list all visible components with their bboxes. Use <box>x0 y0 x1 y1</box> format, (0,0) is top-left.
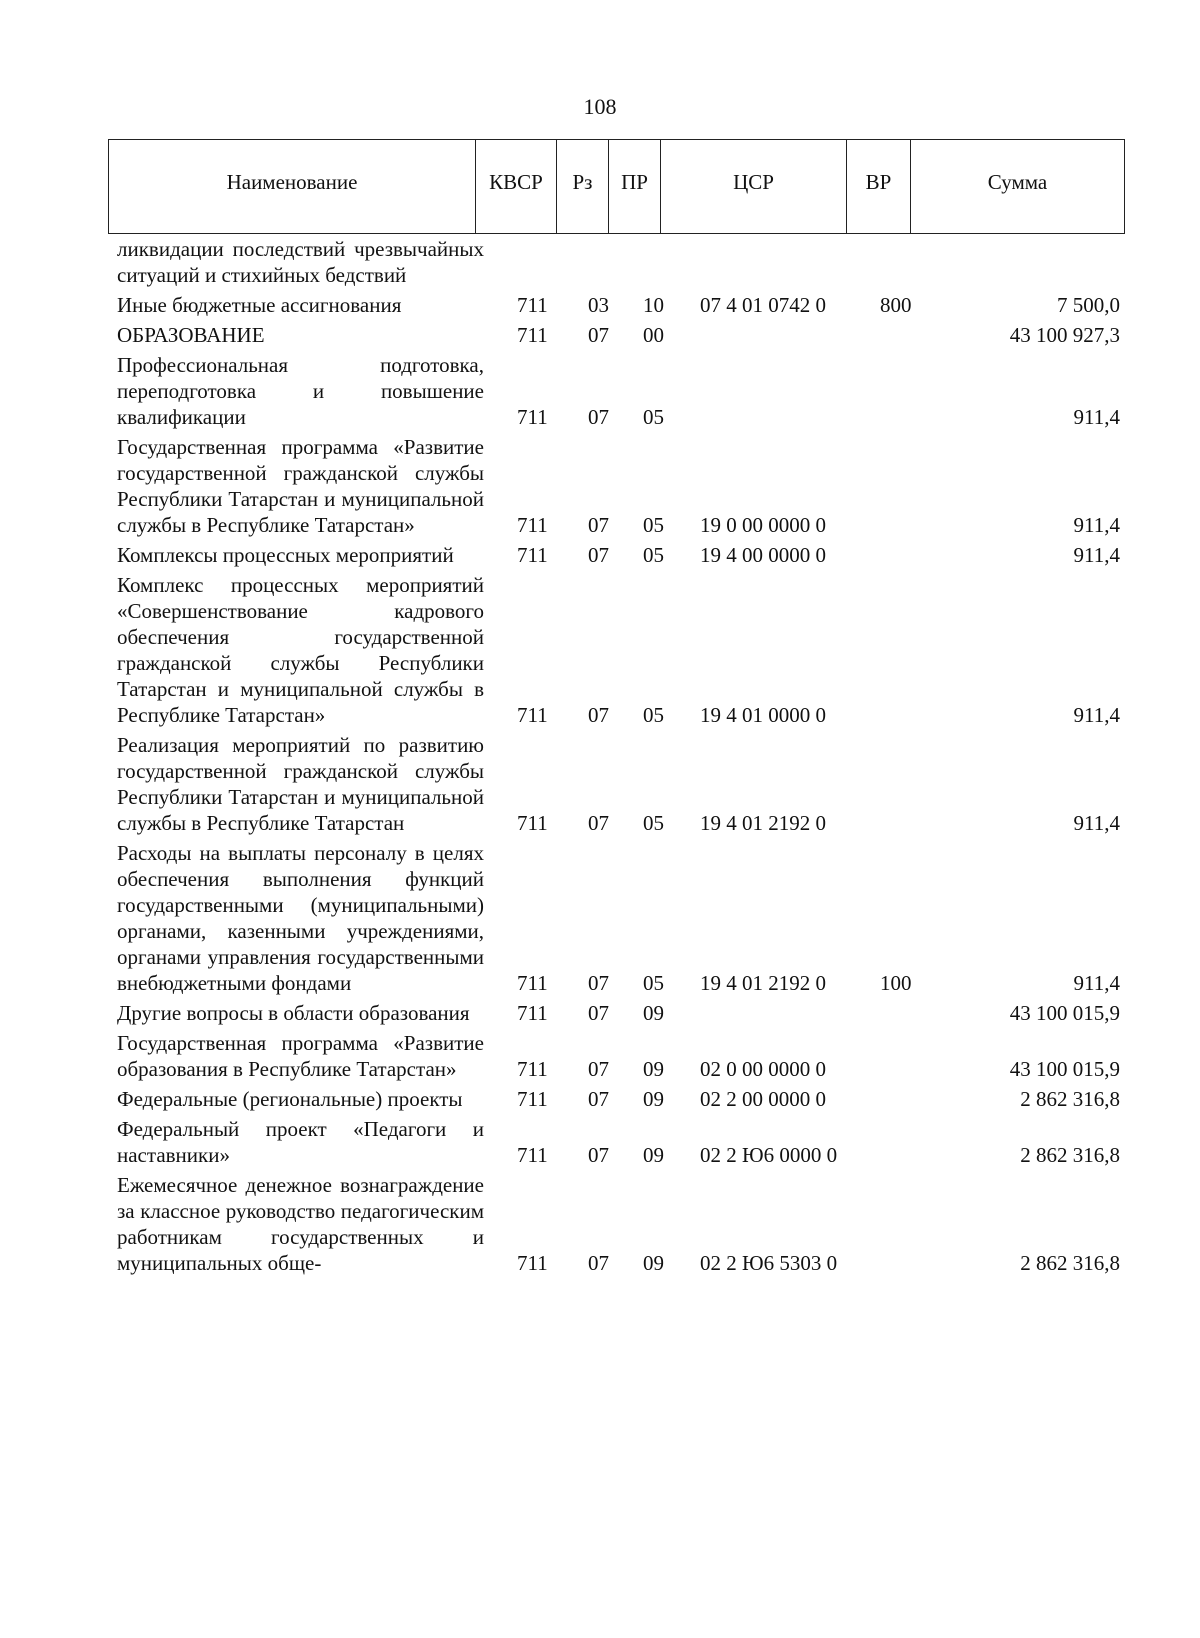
row-rz: 07 <box>588 1001 609 1025</box>
row-csr: 02 2 Ю6 5303 0 <box>700 1251 838 1275</box>
row-pr: 09 <box>643 1057 664 1081</box>
row-csr: 02 0 00 0000 0 <box>700 1057 826 1081</box>
row-rz: 07 <box>588 1057 609 1081</box>
table-row <box>0 322 1200 348</box>
table-row <box>0 542 1200 568</box>
row-name: ликвидации последствий чрезвычайных ситуаций и стихийных бедствий <box>117 237 484 287</box>
table-row <box>0 1116 1200 1168</box>
row-rz: 07 <box>588 1251 609 1275</box>
row-sum: 911,4 <box>1073 513 1120 537</box>
row-pr: 05 <box>643 513 664 537</box>
row-kvsr: 711 <box>517 811 548 835</box>
row-sum: 911,4 <box>1073 405 1120 429</box>
row-csr: 19 4 01 0000 0 <box>700 703 826 727</box>
table-row <box>0 292 1200 318</box>
row-pr: 05 <box>643 405 664 429</box>
column-header-rz: Рз <box>557 140 609 234</box>
row-pr: 00 <box>643 323 664 347</box>
row-sum: 7 500,0 <box>1057 293 1120 317</box>
row-pr: 10 <box>643 293 664 317</box>
row-rz: 07 <box>588 971 609 995</box>
row-pr: 09 <box>643 1087 664 1111</box>
row-pr: 09 <box>643 1143 664 1167</box>
row-csr: 19 0 00 0000 0 <box>700 513 826 537</box>
row-kvsr: 711 <box>517 405 548 429</box>
row-rz: 07 <box>588 405 609 429</box>
table-row <box>0 1030 1200 1082</box>
row-vr: 800 <box>880 293 912 317</box>
table-body <box>0 236 1200 1280</box>
row-kvsr: 711 <box>517 971 548 995</box>
row-kvsr: 711 <box>517 1001 548 1025</box>
row-sum: 911,4 <box>1073 543 1120 567</box>
row-rz: 03 <box>588 293 609 317</box>
table-row <box>0 840 1200 996</box>
row-kvsr: 711 <box>517 703 548 727</box>
row-sum: 43 100 015,9 <box>1009 1057 1120 1081</box>
row-rz: 07 <box>588 1143 609 1167</box>
row-name: Другие вопросы в области образования <box>117 1001 470 1025</box>
row-kvsr: 711 <box>517 513 548 537</box>
column-header-kvsr: КВСР <box>476 140 557 234</box>
column-header-pr: ПР <box>609 140 661 234</box>
row-name: Комплексы процессных мероприятий <box>117 543 454 567</box>
table-row <box>0 352 1200 430</box>
row-csr: 19 4 01 2192 0 <box>700 811 826 835</box>
row-csr: 02 2 00 0000 0 <box>700 1087 826 1111</box>
row-sum: 2 862 316,8 <box>1020 1251 1120 1275</box>
table-row <box>0 732 1200 836</box>
row-kvsr: 711 <box>517 323 548 347</box>
row-name: Федеральные (региональные) проекты <box>117 1087 463 1111</box>
row-csr: 02 2 Ю6 0000 0 <box>700 1143 838 1167</box>
row-rz: 07 <box>588 513 609 537</box>
column-header-sum: Сумма <box>911 140 1125 234</box>
table-row <box>0 1172 1200 1276</box>
row-name: Государственная программа «Развитие образования в Республике Татарстан» <box>117 1031 484 1081</box>
row-name: Федеральный проект «Педагоги и наставники» <box>117 1117 484 1167</box>
row-rz: 07 <box>588 811 609 835</box>
row-csr: 19 4 01 2192 0 <box>700 971 826 995</box>
row-name: Реализация мероприятий по развитию государственной гражданской службы Республики Татарстан и муниципальной службы в Республике Татарстан <box>117 733 484 835</box>
row-name: Ежемесячное денежное вознаграждение за классное руководство педагогическим работникам государственных и муниципальных обще- <box>117 1173 484 1275</box>
column-header-name: Наименование <box>109 140 476 234</box>
row-kvsr: 711 <box>517 1251 548 1275</box>
row-sum: 911,4 <box>1073 971 1120 995</box>
column-header-csr: ЦСР <box>661 140 847 234</box>
row-sum: 43 100 015,9 <box>1009 1001 1120 1025</box>
row-sum: 911,4 <box>1073 703 1120 727</box>
row-name: Государственная программа «Развитие государственной гражданской службы Республики Татарстан и муниципальной службы в Республике Татарстан» <box>117 435 484 537</box>
row-pr: 05 <box>643 703 664 727</box>
row-rz: 07 <box>588 323 609 347</box>
row-kvsr: 711 <box>517 1087 548 1111</box>
table-row <box>0 1000 1200 1026</box>
row-kvsr: 711 <box>517 293 548 317</box>
table-row <box>0 572 1200 728</box>
row-sum: 911,4 <box>1073 811 1120 835</box>
row-sum: 2 862 316,8 <box>1020 1087 1120 1111</box>
row-name: ОБРАЗОВАНИЕ <box>117 323 265 347</box>
row-csr: 07 4 01 0742 0 <box>700 293 826 317</box>
row-rz: 07 <box>588 543 609 567</box>
row-name: Комплекс процессных мероприятий «Совершенствование кадрового обеспечения государственной гражданской службы Республики Татарстан и муниципальной службы в Республике Татарстан» <box>117 573 484 727</box>
row-sum: 2 862 316,8 <box>1020 1143 1120 1167</box>
row-name: Профессиональная подготовка, переподготовка и повышение квалификации <box>117 353 484 429</box>
row-sum: 43 100 927,3 <box>1009 323 1120 347</box>
row-pr: 05 <box>643 811 664 835</box>
row-kvsr: 711 <box>517 1143 548 1167</box>
row-pr: 09 <box>643 1001 664 1025</box>
row-name: Расходы на выплаты персоналу в целях обеспечения выполнения функций государственными (муниципальными) органами, казенными учреждениями, органами управления государственными внебюджетными фондами <box>117 841 484 995</box>
row-pr: 05 <box>643 543 664 567</box>
table-header <box>108 139 1125 234</box>
table-row <box>0 434 1200 538</box>
table-row <box>0 1086 1200 1112</box>
row-kvsr: 711 <box>517 543 548 567</box>
table-row <box>0 236 1200 288</box>
page-number: 108 <box>583 94 617 119</box>
row-rz: 07 <box>588 1087 609 1111</box>
column-header-vr: ВР <box>847 140 911 234</box>
row-kvsr: 711 <box>517 1057 548 1081</box>
row-rz: 07 <box>588 703 609 727</box>
row-pr: 05 <box>643 971 664 995</box>
row-vr: 100 <box>880 971 912 995</box>
row-csr: 19 4 00 0000 0 <box>700 543 826 567</box>
row-name: Иные бюджетные ассигнования <box>117 293 402 317</box>
row-pr: 09 <box>643 1251 664 1275</box>
